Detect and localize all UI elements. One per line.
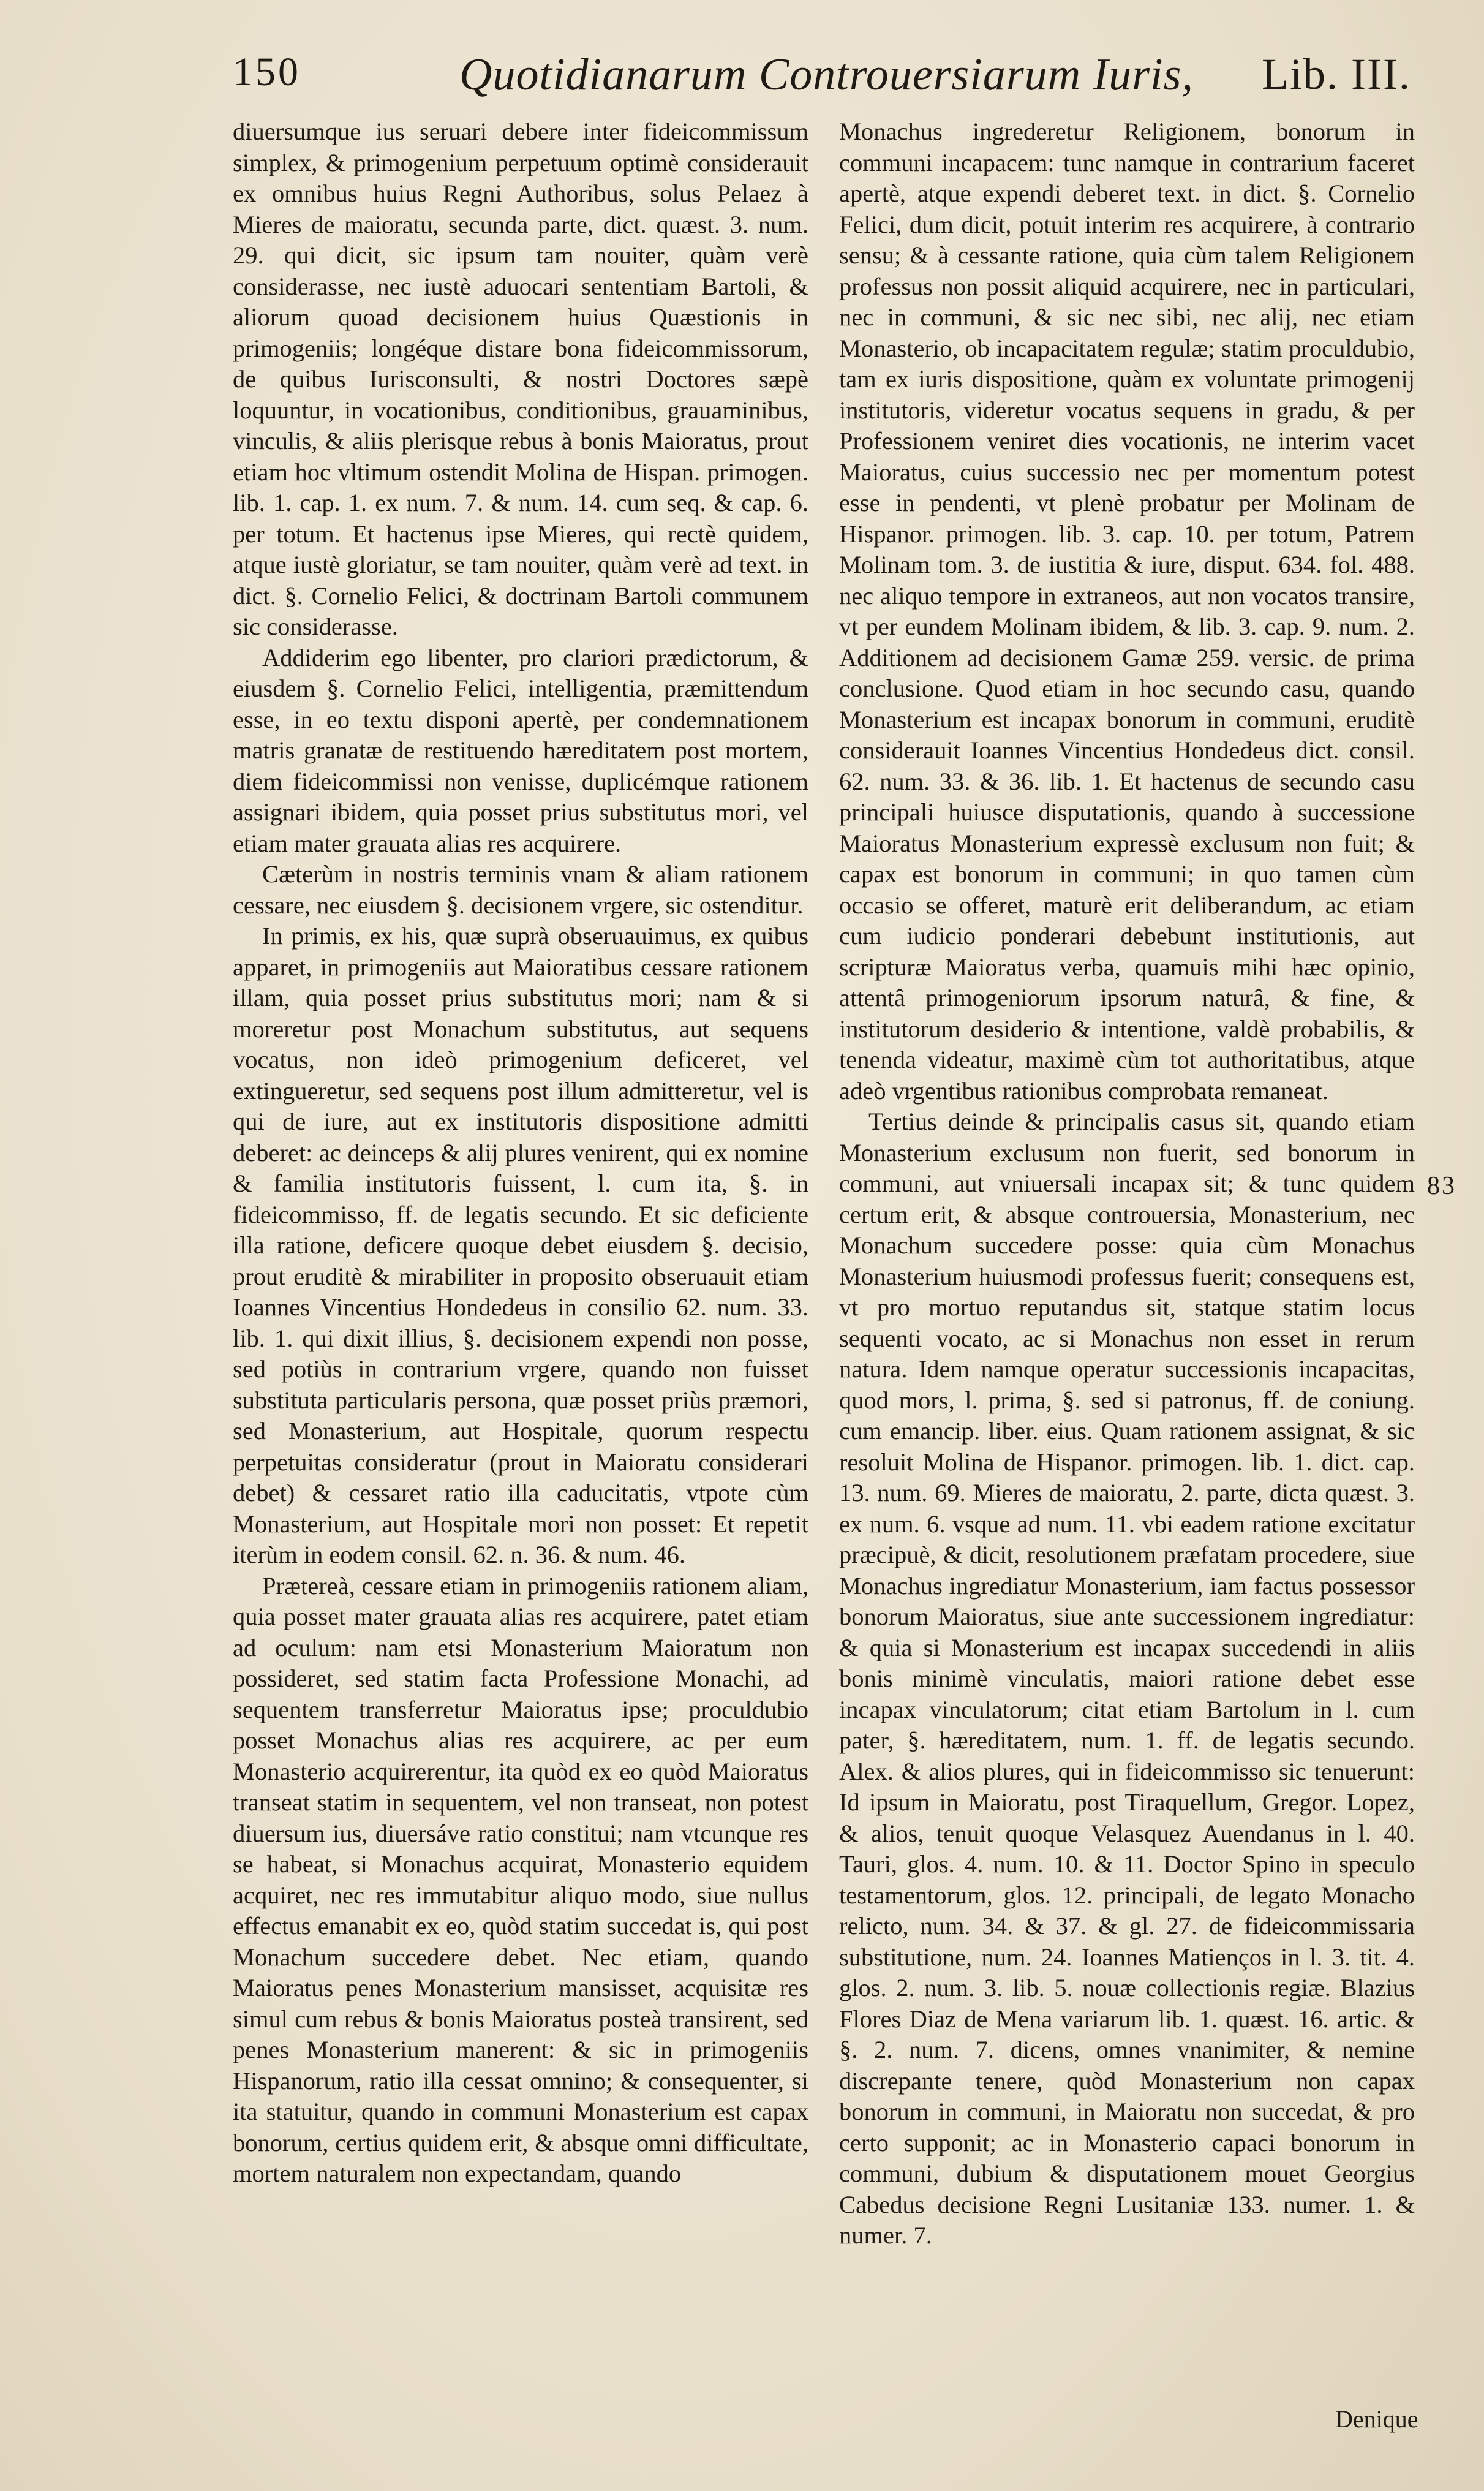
catchword: Denique [1335, 2405, 1418, 2433]
paragraph: Prætereà, cessare etiam in primogeniis rationem aliam, quia posset mater grauata alias res acquirere, patet etiam ad oculum: nam etsi Monasterium Maioratum non possideret, sed statim facta Professione Monachi, ad sequentem transferretur Maioratus ipse; proculdubio posset Monachus alias res acquirere, ac per eum Monasterio acquirerentur, ita quòd ex eo quòd Maioratus transeat statim in sequentem, vel non transeat, non potest diuersum ius, diuersáve ratio constitui; nam vtcunque res se habeat, si Monachus acquirat, Monasterio equidem acquiret, nec res immutabitur aliquo modo, siue nullus effectus emanabit ex eo, quòd statim succedat is, qui post Monachum succedere debet. Nec etiam, quando Maioratus penes Monasterium mansisset, acquisitæ res simul cum rebus & bonis Maioratus posteà transirent, sed penes Monasterium manerent: & sic in primogeniis Hispanorum, ratio illa cessat omnino; & consequenter, si ita statuitur, quando in communi Monasterium est capax bonorum, certius quidem erit, & absque omni difficultate, mortem naturalem non expectandam, quando [233, 1571, 808, 2187]
paragraph: Tertius deinde & principalis casus sit, quando etiam Monasterium exclusum non fuerit, sed bonorum in communi, aut vniuersali incapax sit; & tunc quidem certum erit, & absque controuersia, Monasterium, nec Monachum succedere posse: quia cùm Monachus Monasterium huiusmodi professus fuerit; consequens est, vt pro mortuo reputandus sit, statque statim locus sequenti vocato, ac si Monachus non esset in rerum natura. Idem namque operatur successionis incapacitas, quod mors, l. prima, §. sed si patronus, ff. de coniung. cum emancip. liber. eius. Quam rationem assignat, & sic resoluit Molina de Hispanor. primogen. lib. 1. dict. cap. 13. num. 69. Mieres de maioratu, 2. parte, dicta quæst. 3. ex num. 6. vsque ad num. 11. vbi eadem ratione excitatur præcipuè, & dicit, resolutionem præfatam procedere, siue Monachus ingrediatur Monasterium, iam factus possessor bonorum Maioratus, siue ante successionem ingrediatur: & quia si Monasterium est incapax succedendi in aliis bonis minimè vinculatis, maiori ratione debet esse incapax vinculatorum; citat etiam Bartolum in l. cum pater, §. hæreditatem, num. 1. ff. de legatis secundo. Alex. & alios plures, qui in fideicommisso sic tenuerunt: Id ipsum in Maioratu, post Tiraquellum, Gregor. Lopez, & alios, tenuit quoque Velasquez Auendanus in l. 40. Tauri, glos. 4. num. 10. & 11. Doctor Spino in speculo testamentorum, glos. 12. principali, de legato Monacho relicto, num. 34. & 37. & gl. 27. de fideicommissaria substitutione, num. 24. Ioannes Matienços in l. 3. tit. 4. glos. 2. num. 3. lib. 5. nouæ collectionis regiæ. Blazius Flores Diaz de Mena variarum lib. 1. quæst. 16. artic. & §. 2. num. 7. dicens, omnes vnanimiter, & nemine discrepante tenere, quòd Monasterium non capax bonorum in communi, in Maioratu non succedat, & pro certo supponit; ac in Monasterio capaci bonorum in communi, dubium & disputationem mouet Georgius Cabedus decisione Regni Lusitaniæ 133. numer. 1. & numer. 7. [839, 1108, 1415, 2249]
page-number: 150 [233, 50, 301, 94]
right-column [839, 116, 1415, 2377]
running-header [233, 49, 1427, 110]
paragraph: Monachus ingrederetur Religionem, bonorum in communi incapacem: tunc namque in contrarium faceret apertè, atque expendi deberet text. in dict. §. Cornelio Felici, dum dicit, potuit interim res acquirere, à contrario sensu; & à cessante ratione, quia cùm talem Religionem professus non possit aliquid acquirere, nec in particulari, nec in communi, & sic nec sibi, nec alij, nec etiam Monasterio, ob incapacitatem regulæ; statim proculdubio, tam ex iuris dispositione, quàm ex voluntate primogenij institutoris, videretur vocatus sequens in gradu, & per Professionem veniret dies vocationis, ne interim vacet Maioratus, cuius successio nec per momentum potest esse in pendenti, vt plenè probatur per Molinam de Hispanor. primogen. lib. 3. cap. 10. per totum, Patrem Molinam tom. 3. de iustitia & iure, disput. 634. fol. 488. nec aliquo tempore in extraneos, aut non vocatos transire, vt per eundem Molinam ibidem, & lib. 3. cap. 9. num. 2. Additionem ad decisionem Gamæ 259. versic. de prima conclusione. Quod etiam in hoc secundo casu, quando Monasterium est incapax bonorum in communi, eruditè considerauit Ioannes Vincentius Hondedeus dict. consil. 62. num. 33. & 36. lib. 1. Et hactenus de secundo casu principali huiusce disputationis, quando à successione Maioratus Monasterium expressè exclusum non fuit; & capax est bonorum in communi; in quo tamen cùm occasio se offeret, maturè erit deliberandum, ac etiam cum iudicio ponderari debebunt institutionis, aut scripturæ Maioratus verba, quamuis mihi hæc opinio, attentâ primogeniorum ipsorum naturâ, & fine, & institutorum desiderio & intentione, valdè probabilis, & tenenda videatur, maximè cùm tot authoritatibus, atque adeò vrgentibus rationibus comprobata remaneat. [839, 118, 1415, 1105]
paragraph: Cæterùm in nostris terminis vnam & aliam rationem cessare, nec eiusdem §. decisionem vrgere, sic ostenditur. [233, 860, 808, 919]
margin-note: 83 [1427, 1172, 1456, 1200]
running-title: Quotidianarum Controuersiarum Iuris, [459, 50, 1194, 100]
left-column [233, 116, 808, 2377]
paragraph: Addiderim ego libenter, pro clariori prædictorum, & eiusdem §. Cornelio Felici, intelligentia, præmittendum esse, in eo textu disponi apertè, per condemnationem matris granatæ de restituendo hæreditatem post mortem, diem fideicommissi non venisse, duplicémque rationem assignari ibidem, quia posset prius substitutus mori, vel etiam mater grauata alias res acquirere. [233, 643, 808, 857]
paragraph: diuersumque ius seruari debere inter fideicommissum simplex, & primogenium perpetuum optimè considerauit ex omnibus huius Regni Authoribus, solus Pelaez à Mieres de maioratu, secunda parte, dict. quæst. 3. num. 29. qui dicit, sic ipsum tam nouiter, quàm verè considerasse, nec iustè aduocari sententiam Bartoli, & aliorum quoad decisionem huius Quæstionis in primogeniis; longéque distare bona fideicommissorum, de quibus Iurisconsulti, & nostri Doctores sæpè loquuntur, in vocationibus, conditionibus, grauaminibus, vinculis, & aliis plerisque rebus à bonis Maioratus, prout etiam hoc vltimum ostendit Molina de Hispan. primogen. lib. 1. cap. 1. ex num. 7. & num. 14. cum seq. & cap. 6. per totum. Et hactenus ipse Mieres, qui rectè quidem, atque iustè gloriatur, se tam nouiter, quàm verè ad text. in dict. §. Cornelio Felici, & doctrinam Bartoli communem sic considerasse. [233, 118, 808, 640]
paragraph: In primis, ex his, quæ suprà obseruauimus, ex quibus apparet, in primogeniis aut Maioratibus cessare rationem illam, quia posset prius substitutus mori; nam & si moreretur post Monachum substitutus, aut sequens vocatus, non ideò primogenium deficeret, vel extingueretur, sed sequens post illum admitteretur, vel is qui de iure, aut ex institutoris dispositione admitti deberet: ac deinceps & alij plures venirent, qui ex nomine & familia institutoris fuissent, l. cum ita, §. in fideicommisso, ff. de legatis secundo. Et sic deficiente illa ratione, deficere quoque debet eiusdem §. decisio, prout eruditè & mirabiliter in proposito obseruauit etiam Ioannes Vincentius Hondedeus in consilio 62. num. 33. lib. 1. qui dixit illius, §. decisionem expendi non posse, sed potiùs in contrarium vrgere, quando non fuisset substituta particularis persona, quæ posset priùs præmori, sed Monasterium, aut Hospitale, quorum respectu perpetuitas consideratur (prout in Maioratu considerari debet) & cessaret ratio illa caducitatis, vtpote cùm Monasterium, aut Hospitale mori non posset: Et repetit iterùm in eodem consil. 62. n. 36. & num. 46. [233, 922, 808, 1568]
book-number: Lib. III. [1262, 50, 1411, 99]
